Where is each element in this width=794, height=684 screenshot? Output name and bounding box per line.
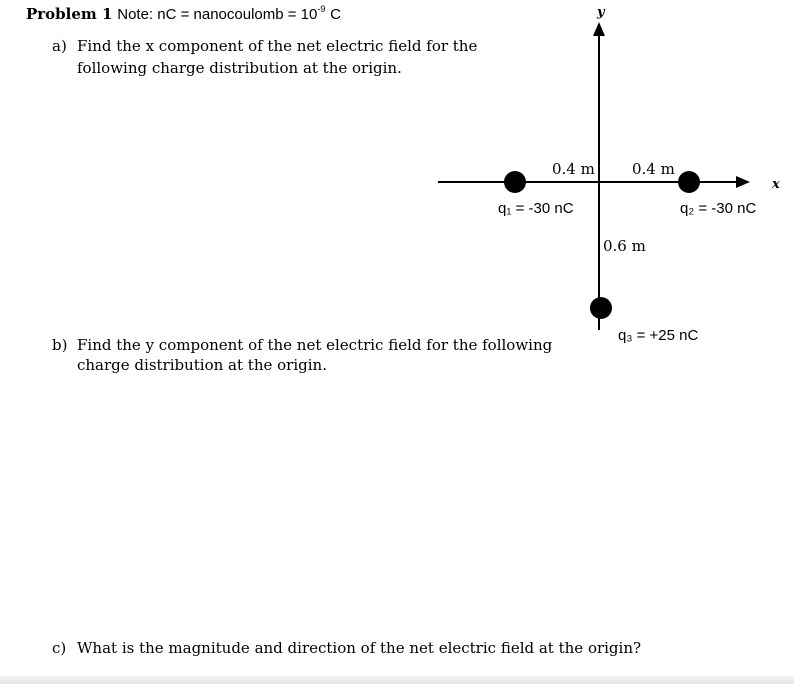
charge-q2-label: q₂ = -30 nC — [680, 200, 757, 217]
x-axis-arrowhead-icon — [736, 176, 750, 188]
part-c-label: c) — [52, 639, 67, 657]
charge-q3-label: q₃ = +25 nC — [618, 327, 699, 344]
distance-down-label: 0.6 m — [603, 237, 646, 255]
charge-q2 — [678, 171, 700, 193]
problem-title: Problem 1 — [26, 5, 113, 23]
part-b-label: b) — [52, 336, 68, 354]
part-c-question: What is the magnitude and direction of the net electric field at the origin? — [77, 639, 642, 657]
y-axis-arrowhead-icon — [593, 22, 605, 36]
x-axis-label: x — [772, 177, 780, 192]
distance-right-label: 0.4 m — [632, 160, 675, 178]
part-b-question-line2: charge distribution at the origin. — [77, 356, 327, 374]
page-bottom-edge — [0, 676, 794, 684]
part-b-question-line1: Find the y component of the net electric field for the following — [77, 336, 553, 354]
units-note: Note: nC = nanocoulomb = $10^{-9}$ C — [117, 4, 342, 23]
part-a-question-line2: following charge distribution at the origin. — [77, 59, 402, 77]
part-a-label: a) — [52, 37, 67, 55]
distance-left-label: 0.4 m — [552, 160, 595, 178]
charge-q3 — [590, 297, 612, 319]
charge-q1-label: q₁ = -30 nC — [498, 200, 574, 217]
charge-q1 — [504, 171, 526, 193]
part-a-question-line1: Find the x component of the net electric field for the — [77, 37, 478, 55]
y-axis-label: y — [597, 5, 605, 20]
